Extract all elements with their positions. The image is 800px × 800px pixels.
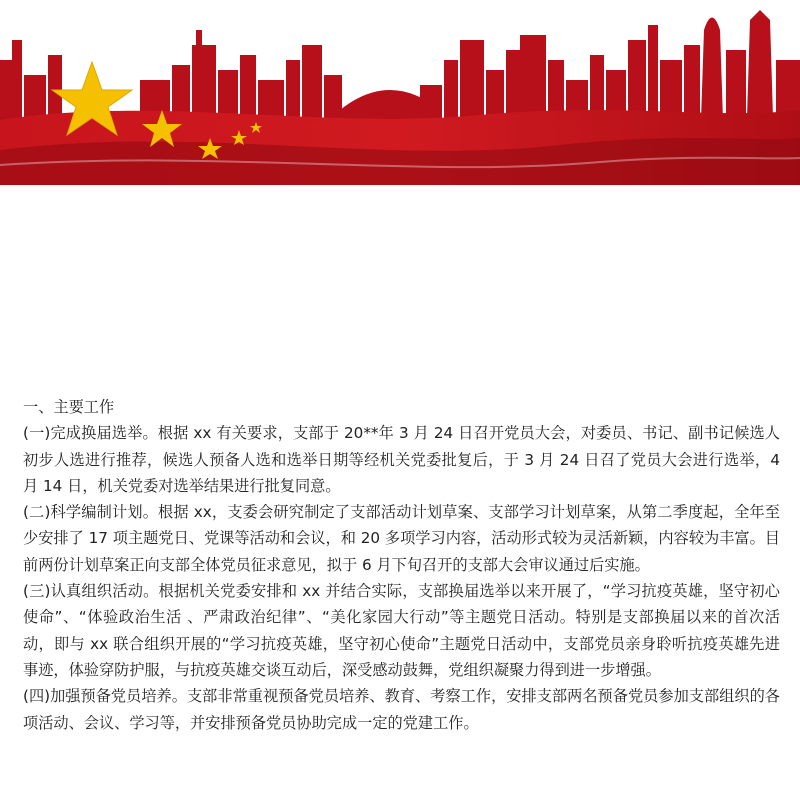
header-banner (0, 0, 800, 185)
paragraph-plan: (二)科学编制计划。根据 xx，支委会研究制定了支部活动计划草案、支部学习计划草案，从第二季度起，全年至少安排了 17 项主题党日、党课等活动和会议，和 20 多项学习内容，活动形式较为灵活新颖，内容较为丰富。目前两份计划草案正向支部全体党员征求意见，拟于 6 月下旬召开的支部大会审议通过后实施。 (23, 503, 780, 574)
paragraph-activities: (三)认真组织活动。根据机关党委安排和 xx 并结合实际，支部换届选举以来开展了，“学习抗疫英雄，坚守初心使命”、“体验政治生活 、严肃政治纪律”、“美化家园大行动”等主题党日活动。特别是支部换届以来的首次活动，即与 xx 联合组织开展的“学习抗疫英雄，坚守初心使命”主题党日活动中，支部党员亲身聆听抗疫英雄先进事迹，体验穿防护服，与抗疫英雄交谈互动后，深受感动鼓舞，党组织凝聚力得到进一步增强。 (23, 582, 780, 679)
paragraph-election: (一)完成换届选举。根据 xx 有关要求，支部于 20**年 3 月 24 日召开党员大会，对委员、书记、副书记候选人初步人选进行推荐，候选人预备人选和选举日期等经机关党委批复后，于 3 月 24 日召了党员大会进行选举，4 月 14 日，机关党委对选举结果进行批复同意。 (23, 424, 780, 495)
document-body (23, 394, 780, 736)
section-heading: 一、主要工作 (23, 398, 115, 416)
paragraph-training: (四)加强预备党员培养。支部非常重视预备党员培养、教育、考察工作，安排支部两名预备党员参加支部组织的各项活动、会议、学习等，并安排预备党员协助完成一定的党建工作。 (23, 687, 780, 732)
banner-graphic (0, 0, 800, 185)
